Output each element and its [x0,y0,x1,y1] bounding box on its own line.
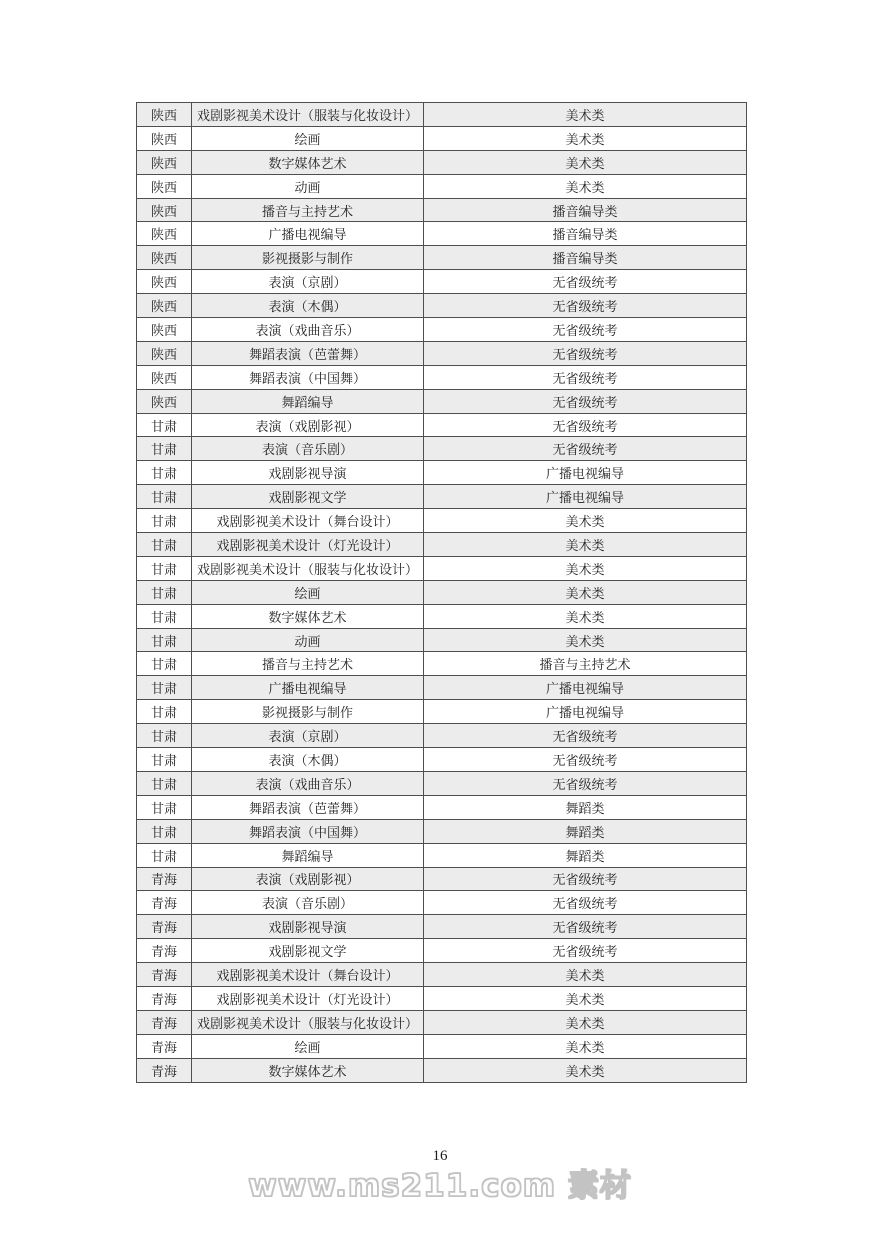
cell-major: 戏剧影视美术设计（服装与化妆设计） [192,103,424,127]
cell-category: 无省级统考 [424,771,747,795]
cell-province: 甘肃 [137,556,192,580]
cell-province: 甘肃 [137,437,192,461]
cell-category: 美术类 [424,1010,747,1034]
table-row [137,461,747,485]
cell-category: 美术类 [424,103,747,127]
cell-province: 甘肃 [137,843,192,867]
cell-category: 美术类 [424,533,747,557]
cell-major: 数字媒体艺术 [192,1058,424,1082]
cell-category: 无省级统考 [424,748,747,772]
table-row [137,795,747,819]
table-row [137,533,747,557]
table-row [137,628,747,652]
cell-category: 舞蹈类 [424,795,747,819]
table-row [137,318,747,342]
cell-category: 无省级统考 [424,939,747,963]
cell-province: 青海 [137,1010,192,1034]
cell-province: 甘肃 [137,748,192,772]
table-row [137,150,747,174]
cell-major: 动画 [192,628,424,652]
cell-category: 播音编导类 [424,222,747,246]
table-row [137,652,747,676]
cell-major: 舞蹈表演（中国舞） [192,819,424,843]
table-row [137,1034,747,1058]
cell-province: 青海 [137,891,192,915]
cell-major: 舞蹈表演（芭蕾舞） [192,341,424,365]
page-number: 16 [432,1148,448,1164]
cell-province: 甘肃 [137,533,192,557]
cell-province: 甘肃 [137,724,192,748]
cell-major: 动画 [192,174,424,198]
table-row [137,1010,747,1034]
cell-province: 青海 [137,986,192,1010]
cell-major: 影视摄影与制作 [192,246,424,270]
cell-major: 戏剧影视美术设计（舞台设计） [192,509,424,533]
table-row [137,939,747,963]
table-row [137,819,747,843]
cell-major: 舞蹈表演（中国舞） [192,365,424,389]
cell-province: 陕西 [137,365,192,389]
cell-major: 绘画 [192,126,424,150]
cell-category: 无省级统考 [424,413,747,437]
cell-major: 戏剧影视美术设计（灯光设计） [192,533,424,557]
cell-category: 广播电视编导 [424,700,747,724]
cell-province: 陕西 [137,341,192,365]
cell-category: 无省级统考 [424,318,747,342]
watermark-text: www.ms211.com 素材 [248,1168,632,1204]
table-row [137,294,747,318]
cell-category: 美术类 [424,580,747,604]
cell-major: 数字媒体艺术 [192,150,424,174]
table-row [137,676,747,700]
cell-category: 无省级统考 [424,867,747,891]
cell-category: 舞蹈类 [424,819,747,843]
cell-province: 甘肃 [137,485,192,509]
table-row [137,437,747,461]
cell-major: 表演（戏剧影视） [192,413,424,437]
cell-province: 陕西 [137,198,192,222]
cell-major: 表演（京剧） [192,270,424,294]
cell-province: 青海 [137,963,192,987]
cell-category: 播音编导类 [424,246,747,270]
cell-major: 表演（戏曲音乐） [192,771,424,795]
cell-province: 甘肃 [137,628,192,652]
cell-province: 青海 [137,915,192,939]
cell-province: 陕西 [137,150,192,174]
cell-category: 美术类 [424,126,747,150]
table-row [137,270,747,294]
cell-category: 舞蹈类 [424,843,747,867]
cell-category: 广播电视编导 [424,461,747,485]
table-row [137,413,747,437]
table-row [137,126,747,150]
cell-province: 甘肃 [137,700,192,724]
table-row [137,556,747,580]
cell-major: 绘画 [192,1034,424,1058]
cell-category: 美术类 [424,628,747,652]
cell-major: 舞蹈编导 [192,389,424,413]
cell-province: 甘肃 [137,604,192,628]
cell-major: 戏剧影视美术设计（服装与化妆设计） [192,1010,424,1034]
cell-category: 无省级统考 [424,724,747,748]
cell-category: 无省级统考 [424,389,747,413]
table-row [137,843,747,867]
cell-province: 陕西 [137,270,192,294]
cell-province: 陕西 [137,126,192,150]
cell-category: 广播电视编导 [424,676,747,700]
cell-province: 青海 [137,939,192,963]
table-row [137,986,747,1010]
table-row [137,341,747,365]
cell-province: 甘肃 [137,771,192,795]
table-row [137,748,747,772]
cell-province: 甘肃 [137,413,192,437]
cell-major: 表演（京剧） [192,724,424,748]
cell-major: 戏剧影视美术设计（服装与化妆设计） [192,556,424,580]
cell-province: 陕西 [137,318,192,342]
cell-major: 戏剧影视导演 [192,915,424,939]
cell-province: 甘肃 [137,509,192,533]
cell-province: 青海 [137,867,192,891]
cell-major: 数字媒体艺术 [192,604,424,628]
cell-category: 无省级统考 [424,915,747,939]
cell-province: 甘肃 [137,795,192,819]
table-body [137,103,747,1083]
cell-category: 无省级统考 [424,294,747,318]
cell-major: 戏剧影视文学 [192,939,424,963]
cell-major: 舞蹈表演（芭蕾舞） [192,795,424,819]
cell-major: 表演（戏曲音乐） [192,318,424,342]
cell-major: 广播电视编导 [192,222,424,246]
cell-category: 美术类 [424,604,747,628]
cell-category: 美术类 [424,509,747,533]
cell-major: 表演（木偶） [192,294,424,318]
cell-province: 陕西 [137,103,192,127]
cell-category: 美术类 [424,986,747,1010]
table-row [137,604,747,628]
table-row [137,485,747,509]
cell-category: 广播电视编导 [424,485,747,509]
cell-major: 表演（戏剧影视） [192,867,424,891]
table-row [137,246,747,270]
cell-category: 美术类 [424,963,747,987]
table-row [137,365,747,389]
cell-category: 播音编导类 [424,198,747,222]
cell-major: 播音与主持艺术 [192,652,424,676]
cell-province: 甘肃 [137,652,192,676]
cell-major: 影视摄影与制作 [192,700,424,724]
cell-major: 戏剧影视美术设计（舞台设计） [192,963,424,987]
cell-category: 无省级统考 [424,365,747,389]
table-row [137,198,747,222]
cell-province: 陕西 [137,174,192,198]
table-row [137,174,747,198]
table-row [137,1058,747,1082]
cell-province: 陕西 [137,389,192,413]
cell-major: 表演（音乐剧） [192,437,424,461]
cell-major: 播音与主持艺术 [192,198,424,222]
cell-category: 美术类 [424,556,747,580]
cell-category: 播音与主持艺术 [424,652,747,676]
cell-major: 绘画 [192,580,424,604]
table-row [137,222,747,246]
province-major-category-table [136,102,747,1083]
cell-category: 无省级统考 [424,437,747,461]
cell-province: 陕西 [137,246,192,270]
cell-province: 甘肃 [137,580,192,604]
cell-category: 无省级统考 [424,270,747,294]
table-row [137,724,747,748]
table-row [137,771,747,795]
table-row [137,891,747,915]
cell-major: 戏剧影视文学 [192,485,424,509]
cell-province: 陕西 [137,222,192,246]
table-row [137,580,747,604]
cell-category: 无省级统考 [424,341,747,365]
table-row [137,700,747,724]
cell-category: 无省级统考 [424,891,747,915]
table-row [137,867,747,891]
table-row [137,963,747,987]
cell-category: 美术类 [424,150,747,174]
table-row [137,389,747,413]
cell-province: 甘肃 [137,676,192,700]
cell-category: 美术类 [424,1034,747,1058]
cell-major: 表演（木偶） [192,748,424,772]
cell-major: 舞蹈编导 [192,843,424,867]
cell-major: 广播电视编导 [192,676,424,700]
cell-province: 甘肃 [137,461,192,485]
table-row [137,103,747,127]
cell-category: 美术类 [424,174,747,198]
table-row [137,509,747,533]
cell-province: 甘肃 [137,819,192,843]
cell-category: 美术类 [424,1058,747,1082]
cell-province: 陕西 [137,294,192,318]
table-row [137,915,747,939]
cell-province: 青海 [137,1058,192,1082]
cell-major: 戏剧影视美术设计（灯光设计） [192,986,424,1010]
cell-major: 表演（音乐剧） [192,891,424,915]
cell-province: 青海 [137,1034,192,1058]
cell-major: 戏剧影视导演 [192,461,424,485]
